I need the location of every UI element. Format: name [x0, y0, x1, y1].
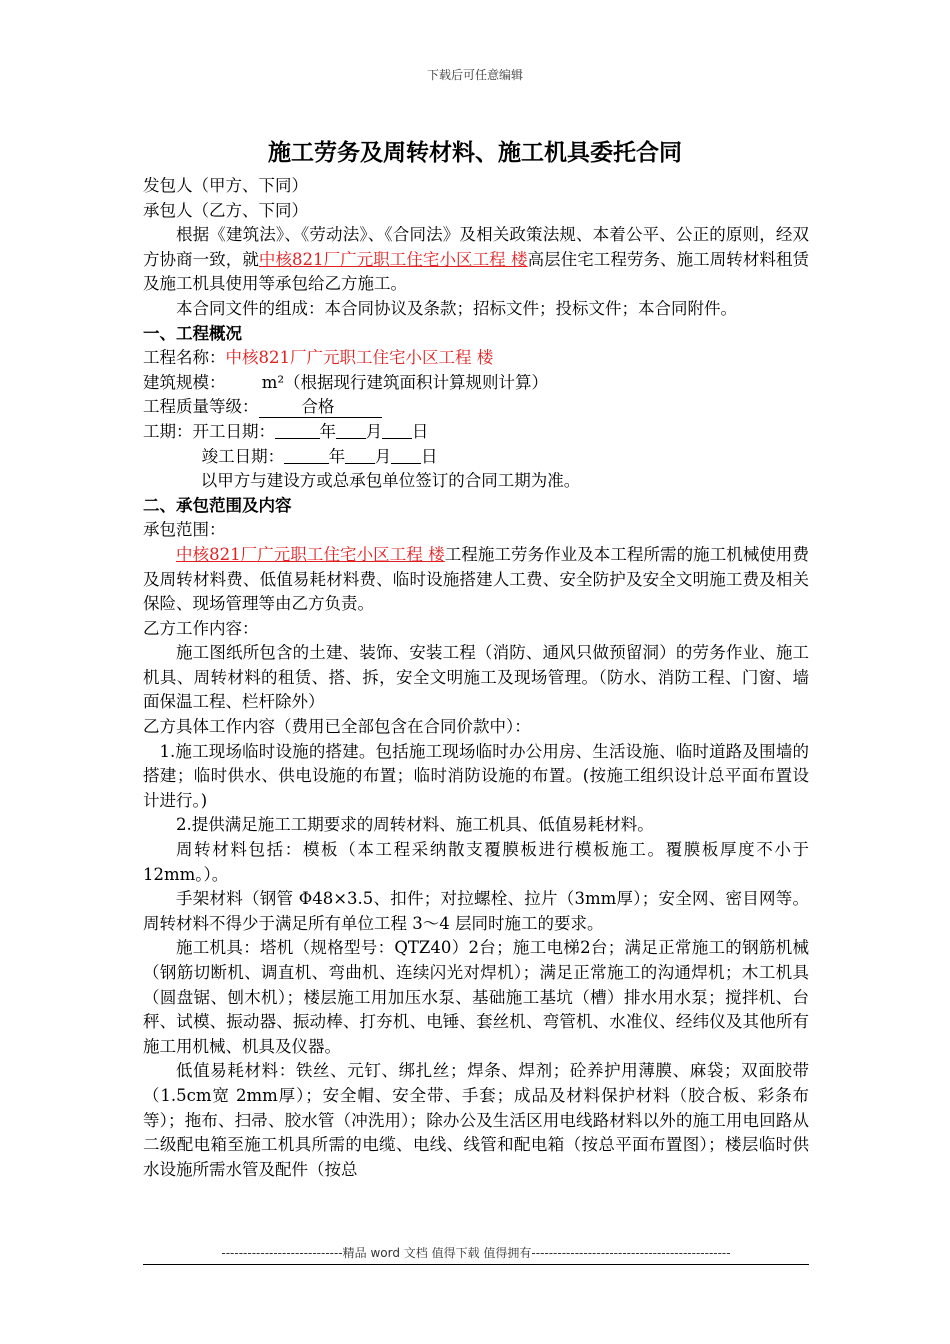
- scope-text: 工程施工劳务作业及本工程所需的施工机械使用费及周转材料费、低值易耗材料费、临时设施搭建人工费、安全防护及安全文明施工费及相关保险、现场管理等由乙方负责。: [143, 544, 809, 614]
- start-date-line: [143, 420, 809, 445]
- section-1-heading: 一、工程概况: [143, 323, 242, 343]
- footer-rule: [143, 1264, 809, 1265]
- project-name-value: 中核821厂广元职工住宅小区工程 楼: [225, 348, 494, 368]
- scope-paragraph: [143, 543, 809, 617]
- machines-paragraph: 施工机具：塔机（规格型号：QTZ40）2台；施工电梯2台；满足正常施工的钢筋机械（钢筋切断机、调直机、弯曲机、连续闪光对焊机）；满足正常施工的沟通焊机；木工机具（圆盘锯、刨木机）；楼层施工用加压水泵、基础施工基坑（槽）排水用水泵；搅拌机、台秤、试模、振动器、振动棒、打夯机、电锤、套丝机、弯管机、水准仪、经纬仪及其他所有施工用机械、机具及仪器。: [143, 938, 809, 1056]
- turnover-paragraph: 周转材料包括：模板（本工程采纳散支覆膜板进行模板施工。覆膜板厚度不小于12mm。）。: [143, 840, 809, 884]
- scale-label: 建筑规模：: [143, 372, 226, 392]
- item-2-paragraph: 2.提供满足施工工期要求的周转材料、施工机具、低值易耗材料。: [176, 815, 654, 835]
- quality-label: 工程质量等级：: [143, 397, 259, 417]
- footer-right-dashes: ----------------------------------------------: [531, 1246, 731, 1260]
- finish-year-blank: [284, 446, 329, 464]
- finish-month-blank: [345, 446, 375, 464]
- footer-left-dashes: ----------------------------: [221, 1246, 343, 1260]
- page-header-note: 下载后可任意编辑: [426, 68, 523, 82]
- period-note: 以甲方与建设方或总承包单位签订的合同工期为准。: [200, 471, 581, 491]
- start-day-blank: [382, 421, 412, 439]
- project-name-link: 中核821厂广元职工住宅小区工程 楼: [258, 249, 528, 269]
- finish-day-label: 日: [420, 446, 438, 466]
- document-body: [143, 174, 809, 1182]
- work-label: 乙方工作内容：: [143, 618, 259, 638]
- detail-label: 乙方具体工作内容（费用已全部包含在合同价款中）：: [143, 717, 531, 737]
- scaffold-paragraph: 手架材料（钢管 Φ48×3.5、扣件；对拉螺栓、拉片（3mm厚）；安全网、密目网等。周转材料不得少于满足所有单位工程 3～4 层同时施工的要求。: [143, 889, 809, 933]
- item-1-paragraph: 1.施工现场临时设施的搭建。包括施工现场临时办公用房、生活设施、临时道路及围墙的搭建；临时供水、供电设施的布置；临时消防设施的布置。(按施工组织设计总平面布置设计进行。): [143, 741, 809, 810]
- party-a-line: 发包人（甲方、下同）: [143, 176, 308, 195]
- scale-value: m²（根据现行建筑面积计算规则计算）: [261, 372, 549, 392]
- docs-paragraph: 本合同文件的组成：本合同协议及条款；招标文件；投标文件；本合同附件。: [176, 298, 737, 318]
- scope-label: 承包范围：: [143, 520, 226, 540]
- quality-line: [143, 395, 809, 420]
- finish-date-label: 竣工日期：: [201, 446, 285, 466]
- scale-line: [143, 371, 809, 396]
- finish-date-line: [143, 445, 809, 470]
- finish-month-label: 月: [374, 446, 392, 466]
- start-date-label: 工期：开工日期：: [143, 421, 275, 441]
- basis-text-pre: 根据《建筑法》、《劳动法》、《合同法》及相关政策法规、本着公平、公正的原则，经双方协商一致，就: [143, 225, 809, 269]
- start-year-label: 年: [319, 421, 337, 441]
- section-2-heading: 二、承包范围及内容: [143, 495, 292, 515]
- work-paragraph: 施工图纸所包含的土建、装饰、安装工程（消防、通风只做预留洞）的劳务作业、施工机具、周转材料的租赁、搭、拆，安全文明施工及现场管理。（防水、消防工程、门窗、墙面保温工程、栏杆除外）: [143, 643, 809, 712]
- basis-text-post: 高层住宅工程劳务、施工周转材料租赁及施工机具使用等承包给乙方施工。: [143, 249, 810, 294]
- project-name-line: [143, 346, 809, 371]
- footer-text: 精品 word 文档 值得下载 值得拥有: [342, 1246, 532, 1260]
- start-month-blank: [336, 421, 366, 439]
- finish-year-label: 年: [328, 446, 346, 466]
- finish-day-blank: [391, 446, 421, 464]
- start-year-blank: [275, 421, 320, 439]
- project-name-label: 工程名称：: [143, 348, 226, 368]
- document-title: 施工劳务及周转材料、施工机具委托合同: [268, 140, 682, 166]
- start-day-label: 日: [411, 421, 429, 441]
- page-footer: [143, 1244, 809, 1261]
- basis-paragraph: [143, 223, 809, 297]
- consumables-paragraph: 低值易耗材料：铁丝、元钉、绑扎丝；焊条、焊剂；砼养护用薄膜、麻袋；双面胶带（1.5cm宽 2mm厚）；安全帽、安全带、手套；成品及材料保护材料（胶合板、彩条布等）；拖布、扫帚、胶水管（冲洗用）；除办公及生活区用电线路材料以外的施工用电回路从二级配电箱至施工机具所需的电缆、电线、线管和配电箱（按总平面布置图）；楼层临时供水设施所需水管及配件（按总: [143, 1061, 809, 1179]
- scope-project-name: 中核821厂广元职工住宅小区工程 楼: [176, 544, 445, 564]
- start-month-label: 月: [365, 421, 383, 441]
- quality-value: 合格: [259, 397, 383, 418]
- party-b-line: 承包人（乙方、下同）: [143, 200, 308, 220]
